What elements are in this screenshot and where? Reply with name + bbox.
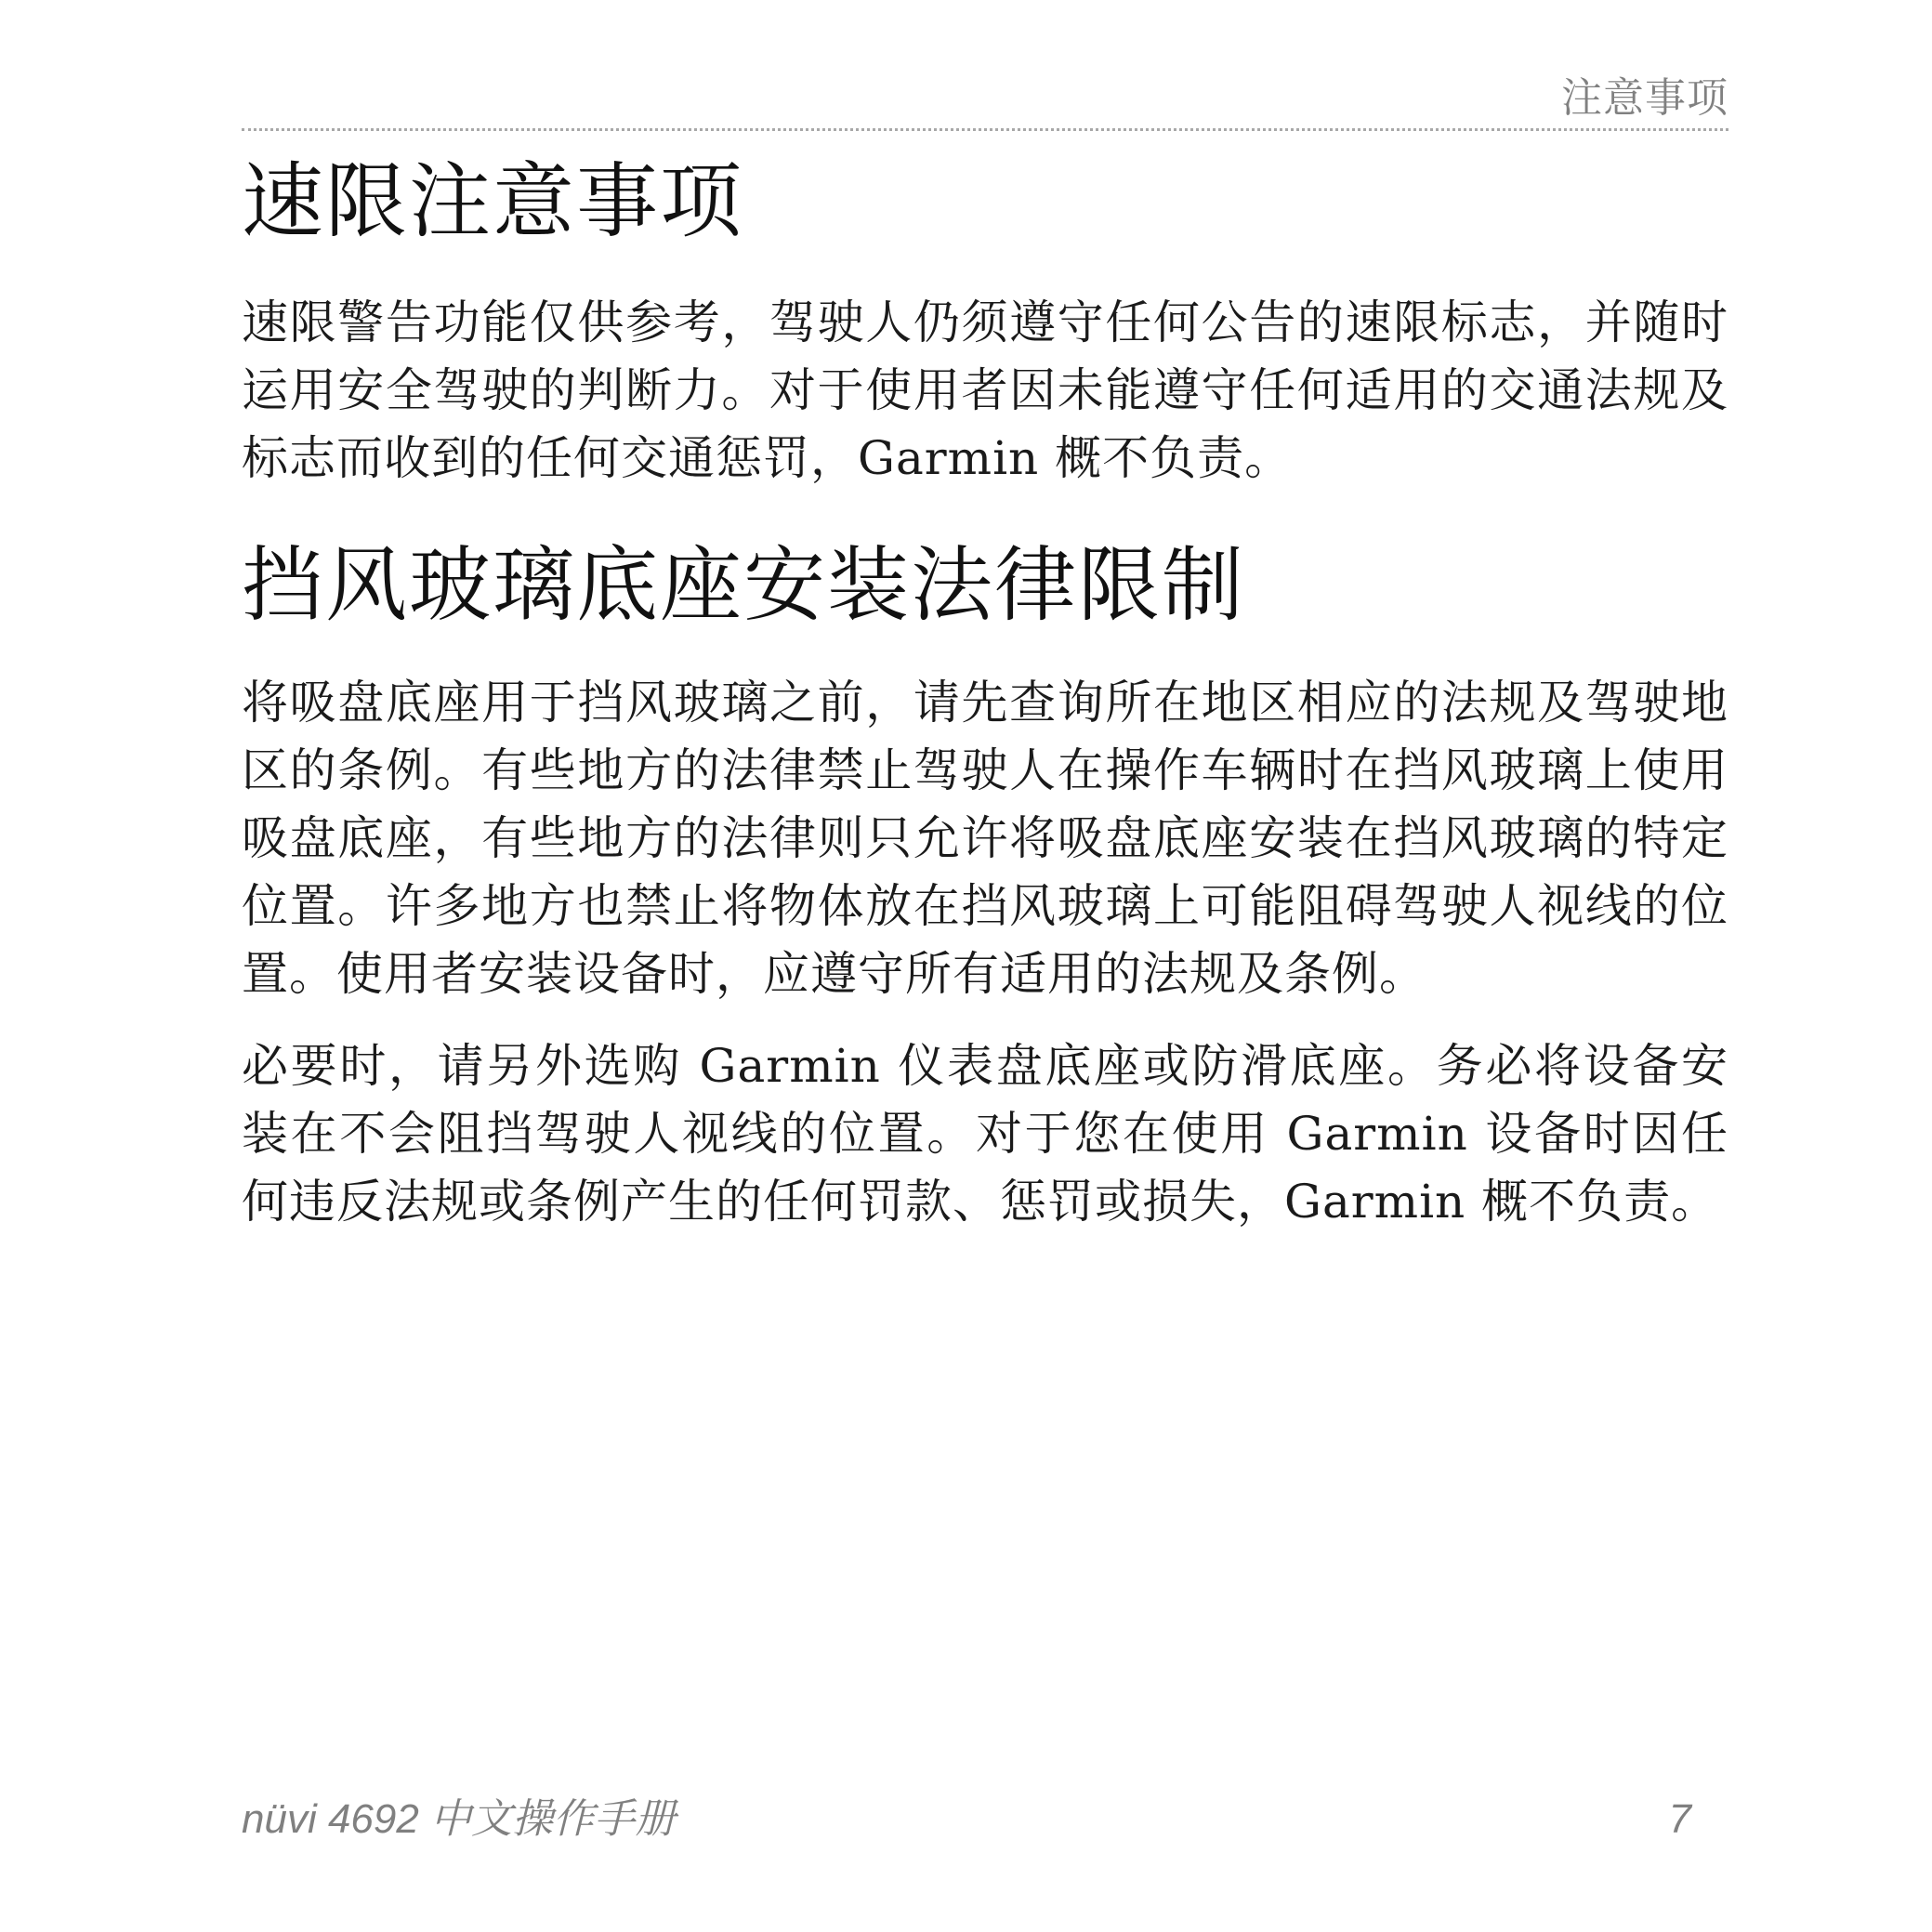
paragraph-alternative-mounts: 必要时，请另外选购 Garmin 仪表盘底座或防滑底座。务必将设备安装在不会阻挡驾驶人视线的位置。对于您在使用 Garmin 设备时因任何违反法规或条例产生的任何罚款、惩罚或损失，Garmin 概不负责。 [242,1039,1728,1229]
section-title-speed-limit: 速限注意事项 [242,153,744,249]
paragraph-speed-limit: 速限警告功能仅供参考，驾驶人仍须遵守任何公告的速限标志，并随时运用安全驾驶的判断力。对于使用者因未能遵守任何适用的交通法规及标志而收到的任何交通惩罚，Garmin 概不负责。 [242,296,1728,485]
section-speed-limit [242,144,1728,493]
paragraph-windshield-laws: 将吸盘底座用于挡风玻璃之前，请先查询所在地区相应的法规及驾驶地区的条例。有些地方的法律禁止驾驶人在操作车辆时在挡风玻璃上使用吸盘底座，有些地方的法律则只允许将吸盘底座安装在挡风玻璃的特定位置。许多地方也禁止将物体放在挡风玻璃上可能阻碍驾驶人视线的位置。使用者安装设备时，应遵守所有适用的法规及条例。 [242,676,1728,1001]
running-header: 注意事项 [1561,74,1728,122]
section-title-windshield-mount: 挡风玻璃底座安装法律限制 [242,537,1246,633]
header-divider [242,128,1728,131]
section-windshield-mount [242,528,1728,1236]
footer-page-number: 7 [1668,1796,1691,1842]
page-content [242,144,1728,1236]
footer-manual-title: nüvi 4692 中文操作手册 [242,1796,677,1842]
